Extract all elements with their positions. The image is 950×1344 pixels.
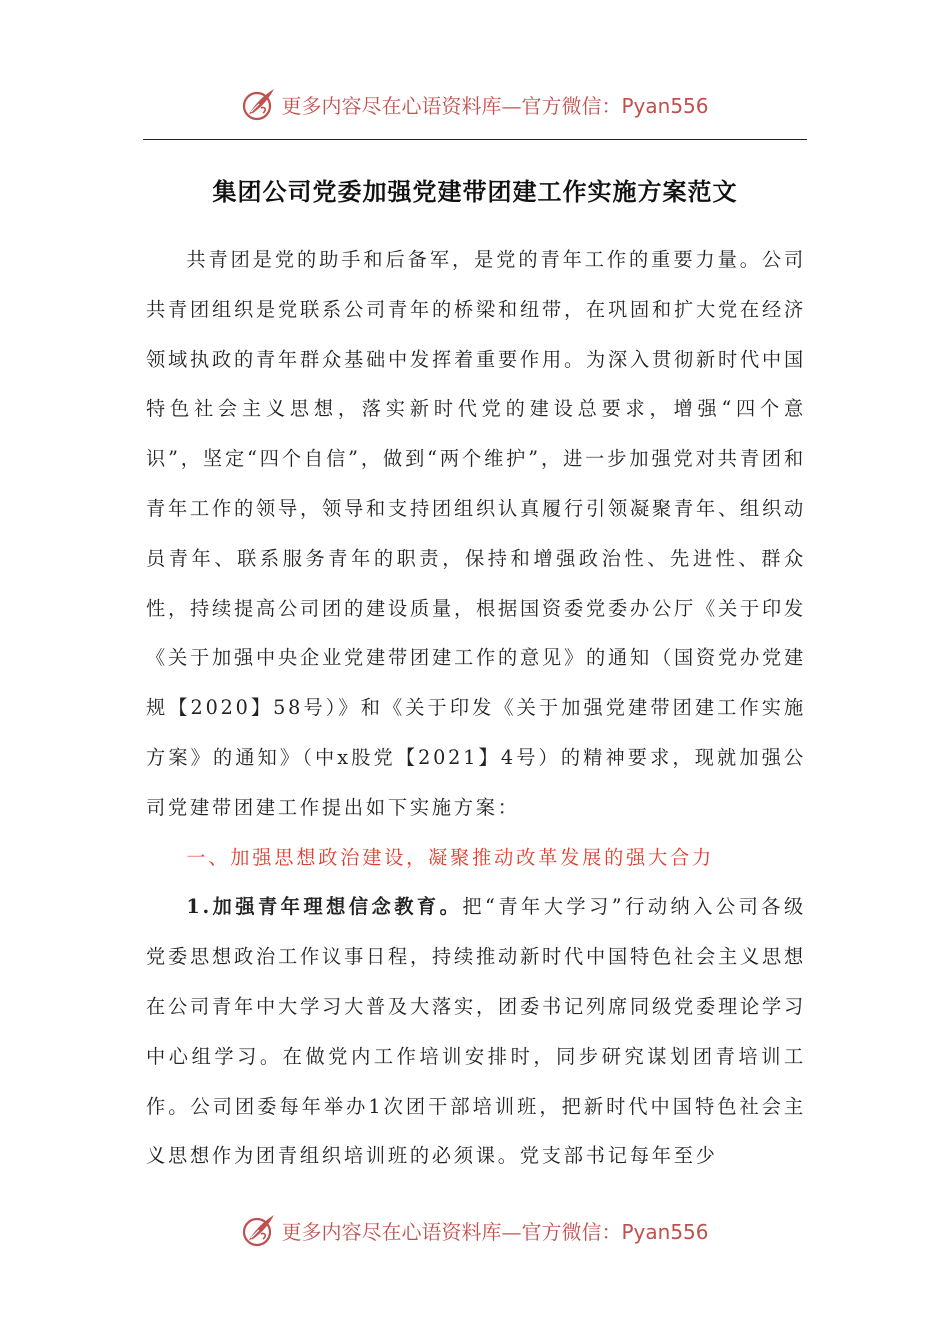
quill-logo-icon — [241, 1212, 277, 1248]
banner-title: 更多内容尽在心语资料库 — [281, 1219, 502, 1244]
banner-wechat-id: Pyan556 — [621, 1219, 709, 1244]
banner-title: 更多内容尽在心语资料库 — [281, 93, 502, 118]
banner-text — [281, 90, 708, 119]
document-body — [146, 235, 806, 1181]
section-heading-1: 一、加强思想政治建设，凝聚推动改革发展的强大合力 — [186, 845, 715, 869]
banner-separator: — — [501, 1219, 522, 1244]
footer-banner — [0, 1210, 950, 1250]
quill-logo-icon — [241, 86, 277, 122]
banner-wechat-label: 官方微信： — [521, 93, 622, 118]
intro-paragraph: 共青团是党的助手和后备军，是党的青年工作的重要力量。公司共青团组织是党联系公司青年的桥梁和纽带，在巩固和扩大党在经济领域执政的青年群众基础中发挥着重要作用。为深入贯彻新时代中国特色社会主义思想，落实新时代党的建设总要求，增强“四个意识”，坚定“四个自信”，做到“两个维护”，进一步加强党对共青团和青年工作的领导，领导和支持团组织认真履行引领凝聚青年、组织动员青年、联系服务青年的职责，保持和增强政治性、先进性、群众性，持续提高公司团的建设质量，根据国资委党委办公厅《关于印发《关于加强中央企业党建带团建工作的意见》的通知（国资党办党建规【2020】58号）》和《关于印发《关于加强党建带团建工作实施方案》的通知》（中x股党【2021】4号）的精神要求，现就加强公司党建带团建工作提出如下实施方案： — [146, 248, 806, 819]
banner-separator: — — [501, 93, 522, 118]
banner-wechat-label: 官方微信： — [521, 1219, 622, 1244]
item-lead-1: 1.加强青年理想信念教育。 — [186, 895, 463, 919]
item-text-1: 把“青年大学习”行动纳入公司各级党委思想政治工作议事日程，持续推动新时代中国特色社会主义思想在公司青年中大学习大普及大落实，团委书记列席同级党委理论学习中心组学习。在做党内工作培训安排时，同步研究谋划团青培训工作。公司团委每年举办1次团干部培训班，把新时代中国特色社会主义思想作为团青组织培训班的必须课。党支部书记每年至少 — [146, 895, 806, 1168]
banner-wechat-id: Pyan556 — [621, 93, 709, 118]
item-paragraph-1 — [146, 882, 806, 1181]
document-title: 集团公司党委加强党建带团建工作实施方案范文 — [212, 177, 738, 206]
banner-text — [281, 1216, 708, 1245]
header-divider — [143, 139, 807, 140]
header-banner — [0, 84, 950, 124]
